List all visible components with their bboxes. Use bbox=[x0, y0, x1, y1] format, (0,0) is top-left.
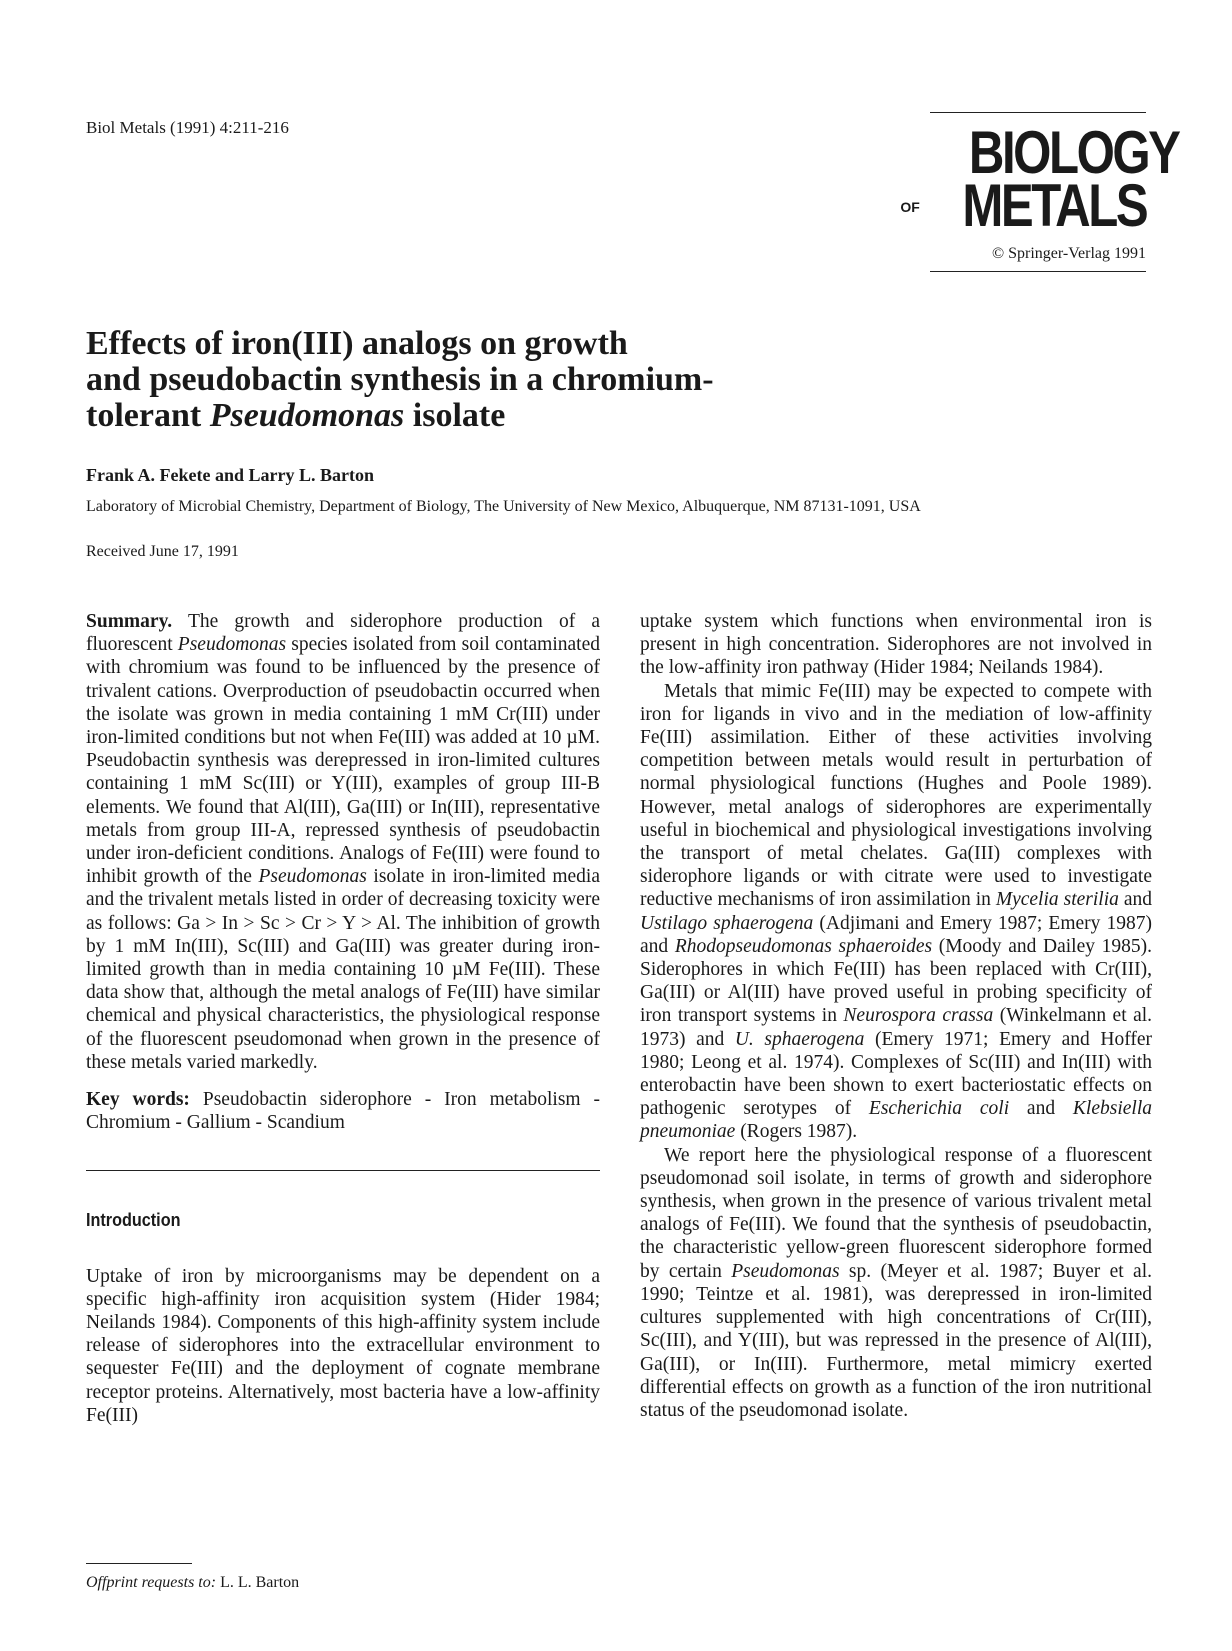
authors: Frank A. Fekete and Larry L. Barton bbox=[86, 465, 374, 485]
logo-biology: BIOLOGY bbox=[968, 119, 1179, 186]
affiliation: Laboratory of Microbial Chemistry, Department of Biology, The University of New Mexico, Albuquerque, NM 87131-1091, USA bbox=[86, 498, 921, 515]
metal-mimic-paragraph: Metals that mimic Fe(III) may be expected to compete with iron for ligands in vivo and in the mediation of low-affinity Fe(III) assimilation. Either of these activities involving competition between metals would result in perturbation of normal physiological functions (Hughes and Poole 1989). However, metal analogs of siderophores are experimentally useful in biochemical and physiological investigations involving the transport of metal chelates. Ga(III) complexes with siderophore ligands or with citrate were used to investigate reductive mechanisms of iron assimilation in Mycelia sterilia and Ustilago sphaerogena (Adjimani and Emery 1987; Emery 1987) and Rhodopseudomonas sphaeroides (Moody and Dailey 1985). Siderophores in which Fe(III) has been replaced with Cr(III), Ga(III) or Al(III) have proved useful in probing specificity of iron transport systems in Neurospora crassa (Winkelmann et al. 1973) and U. sphaerogena (Emery 1971; Emery and Hoffer 1980; Leong et al. 1974). Complexes of Sc(III) and In(III) with enterobactin have been shown to exert bacteriostatic effects on pathogenic serotypes of Escherichia coli and Klebsiella pneumoniae (Rogers 1987). bbox=[640, 680, 1153, 1143]
copyright: © Springer-Verlag 1991 bbox=[991, 245, 1146, 262]
title-line-3: tolerant Pseudomonas isolate bbox=[86, 397, 506, 434]
journal-logo bbox=[900, 112, 1179, 272]
logo-top-rule bbox=[930, 112, 1146, 113]
received-date: Received June 17, 1991 bbox=[86, 543, 239, 560]
title-line-2: and pseudobactin synthesis in a chromium- bbox=[86, 361, 714, 398]
journal-citation: Biol Metals (1991) 4:211-216 bbox=[86, 118, 289, 137]
footnote-rule bbox=[86, 1563, 192, 1564]
left-column bbox=[86, 610, 600, 1427]
title-line-1: Effects of iron(III) analogs on growth bbox=[86, 325, 628, 362]
offprint-footnote: Offprint requests to: L. L. Barton bbox=[86, 1574, 300, 1591]
intro-continued-paragraph: uptake system which functions when environmental iron is present in high concentration. Siderophores are not involved in the low-affinity iron pathway (Hider 1984; Neilands 1984). bbox=[640, 611, 1152, 679]
logo-bottom-rule bbox=[930, 271, 1146, 272]
introduction-paragraph: Uptake of iron by microorganisms may be dependent on a specific high-affinity iron acquisition system (Hider 1984; Neilands 1984). Components of this high-affinity system include release of siderophores into the extracellular environment to sequester Fe(III) and the deployment of cognate membrane receptor proteins. Alternatively, most bacteria have a low-affinity Fe(III) bbox=[86, 1265, 600, 1426]
logo-metals: METALS bbox=[962, 172, 1146, 239]
report-paragraph: We report here the physiological response of a fluorescent pseudomonad soil isolate, in terms of growth and siderophore synthesis, when grown in the presence of various trivalent metal analogs of Fe(III). We found that the synthesis of pseudobactin, the characteristic yellow-green fluorescent siderophore formed by certain Pseudomonas sp. (Meyer et al. 1987; Buyer et al. 1990; Teintze et al. 1981), was derepressed in iron-limited cultures supplemented with high concentrations of Cr(III), Sc(III), and Y(III), but was repressed in the presence of Al(III), Ga(III), or In(III). Furthermore, metal mimicry exerted differential effects on growth as a function of the iron nutritional status of the pseudomonad isolate. bbox=[640, 1144, 1153, 1421]
logo-of: OF bbox=[900, 199, 920, 215]
section-divider bbox=[86, 1170, 600, 1171]
introduction-heading: Introduction bbox=[86, 1210, 181, 1231]
article-title bbox=[86, 326, 786, 434]
summary-paragraph: Summary. The growth and siderophore production of a fluorescent Pseudomonas species isolated from soil contaminated with chromium was found to be influenced by the presence of trivalent cations. Overproduction of pseudobactin occurred when the isolate was grown in media containing 1 mM Cr(III) under iron-limited conditions but not when Fe(III) was added at 10 µM. Pseudobactin synthesis was derepressed in iron-limited cultures containing 1 mM Sc(III) or Y(III), examples of group III-B elements. We found that Al(III), Ga(III) or In(III), representative metals from group III-A, repressed synthesis of pseudobactin under iron-deficient conditions. Analogs of Fe(III) were found to inhibit growth of the Pseudomonas isolate in iron-limited media and the trivalent metals listed in order of decreasing toxicity were as follows: Ga > In > Sc > Cr > Y > Al. The inhibition of growth by 1 mM In(III), Sc(III) and Ga(III) was greater during iron-limited growth than in media containing 10 µM Fe(III). These data show that, although the metal analogs of Fe(III) have similar chemical and physical characteristics, the physiological response of the fluorescent pseudomonad when grown in the presence of these metals varied markedly. bbox=[86, 611, 600, 1073]
keywords: Key words: Pseudobactin siderophore - Iron metabolism - Chromium - Gallium - Scandium bbox=[86, 1089, 600, 1134]
right-column bbox=[640, 610, 1152, 1422]
